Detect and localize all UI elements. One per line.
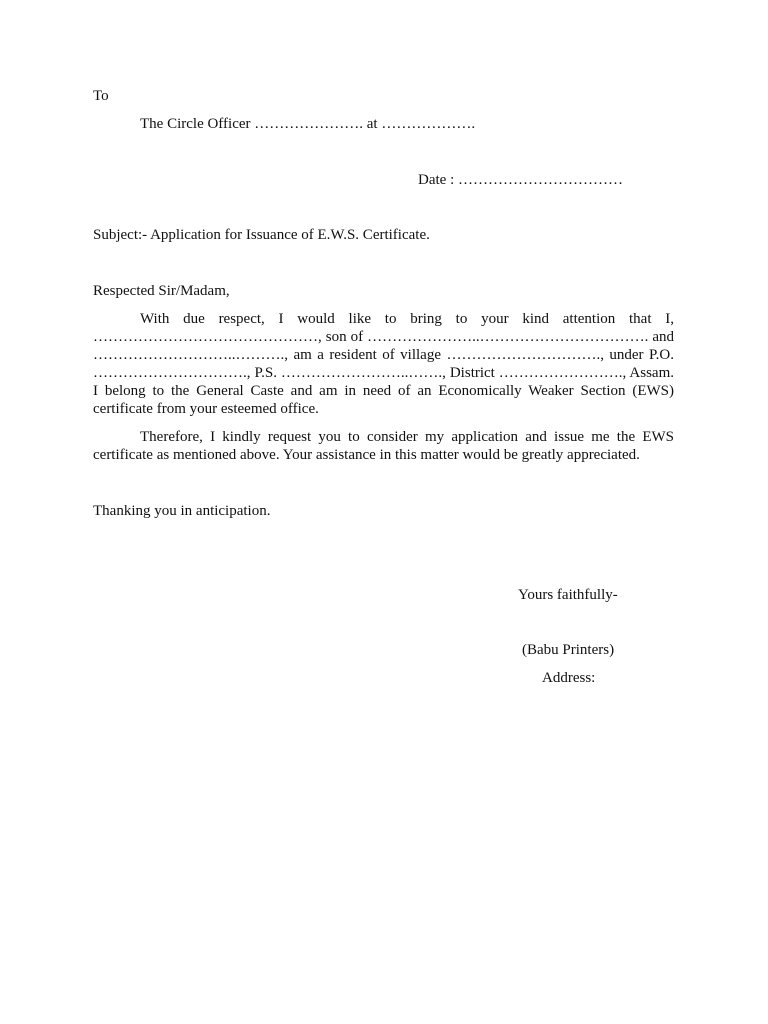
recipient-line: The Circle Officer …………………. at ……………….	[140, 116, 476, 132]
body-paragraph-2: Therefore, I kindly request you to consider my application and issue me the EWS certificate as mentioned above. Your assistance in this matter would be greatly appreciated.	[93, 429, 674, 463]
subject-line: Subject:- Application for Issuance of E.W.S. Certificate.	[93, 227, 430, 243]
addressee-to: To	[93, 88, 109, 104]
address-label: Address:	[542, 670, 596, 686]
signature-name: (Babu Printers)	[522, 642, 615, 658]
thanks-line: Thanking you in anticipation.	[93, 503, 271, 519]
salutation: Respected Sir/Madam,	[93, 283, 230, 299]
closing-line: Yours faithfully-	[518, 587, 618, 603]
body-paragraph-1: With due respect, I would like to bring to your kind attention that I, ………………………………………, son of …………………..……………………………. and ………………………..………., am a resident of village …………………………., under P.O. …………………………., P.S. ……………………..……., District ……………………., Assam. I belong to the General Caste and am in need of an Economically Weaker Section (EWS) certificate from your esteemed office.	[93, 311, 674, 417]
date-line: Date : ……………………………	[418, 172, 623, 188]
